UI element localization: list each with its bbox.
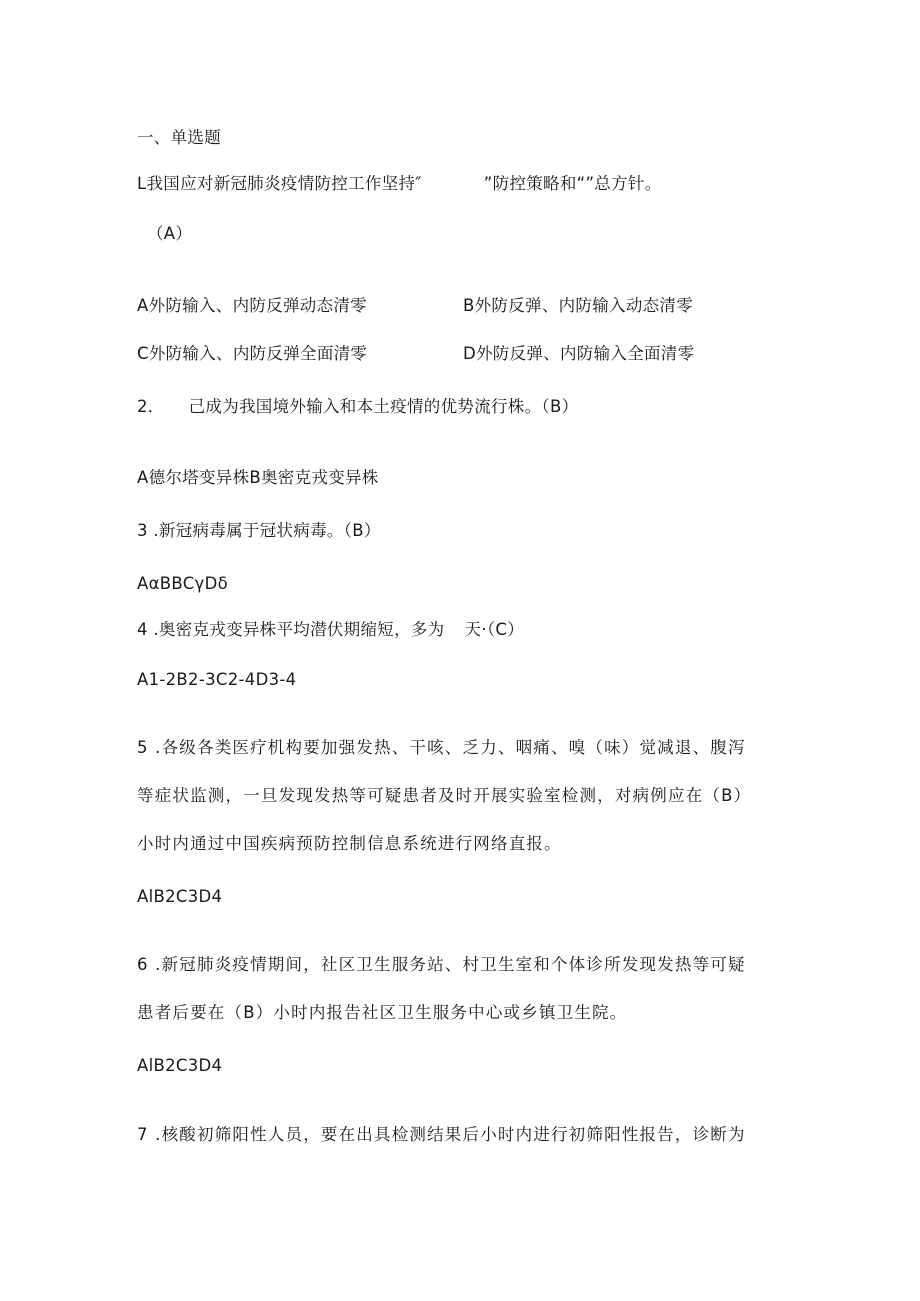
question-4-stem-part-b: 天·（C） <box>464 620 525 639</box>
question-1-option-b: B外防反弹、内防输入动态清零 <box>463 296 694 315</box>
question-1-option-c: C外防输入、内防反弹全面清零 <box>137 344 368 363</box>
question-1-stem <box>137 174 662 194</box>
question-4-stem-part-a: 4 .奥密克戎变异株平均潜伏期缩短，多为 <box>137 620 445 639</box>
question-1-option-d: D外防反弹、内防输入全面清零 <box>463 344 695 363</box>
question-2-number: 2． <box>137 397 165 416</box>
question-2-stem <box>137 397 578 417</box>
question-1-answer: （A） <box>147 224 193 243</box>
question-5-options: AlB2C3D4 <box>137 887 223 906</box>
question-5-line-3: 小时内通过中国疾病预防控制信息系统进行网络直报。 <box>137 834 562 853</box>
question-2-text: 己成为我国境外输入和本土疫情的优势流行株。（B） <box>188 397 579 416</box>
question-1-stem-part-a: L我国应对新冠肺炎疫情防控工作坚持″ <box>137 174 422 193</box>
question-7-line-1: 7 .核酸初筛阳性人员，要在出具检测结果后小时内进行初筛阳性报告，诊断为 <box>137 1125 746 1144</box>
question-3-options: AαBBCγDδ <box>137 574 228 593</box>
question-6-options: AlB2C3D4 <box>137 1056 223 1075</box>
question-4-options: A1-2B2-3C2-4D3-4 <box>137 670 297 689</box>
question-4-stem <box>137 620 524 640</box>
question-3-stem: 3 .新冠病毒属于冠状病毒。（B） <box>137 521 381 540</box>
question-1-option-a: A外防输入、内防反弹动态清零 <box>137 296 367 315</box>
question-2-options: A德尔塔变异株B奥密克戎变异株 <box>137 468 379 487</box>
question-1-stem-part-b: ”防控策略和“”总方针。 <box>483 174 662 193</box>
question-6-line-1: 6 .新冠肺炎疫情期间，社区卫生服务站、村卫生室和个体诊所发现发热等可疑 <box>137 955 746 974</box>
question-5-line-2: 等症状监测，一旦发现发热等可疑患者及时开展实验室检测，对病例应在（B） <box>137 786 752 805</box>
section-title: 一、单选题 <box>137 128 221 147</box>
question-6-line-2: 患者后要在（B）小时内报告社区卫生服务中心或乡镇卫生院。 <box>137 1003 628 1022</box>
question-5-line-1: 5 .各级各类医疗机构要加强发热、干咳、乏力、咽痛、嗅（味）觉减退、腹泻 <box>137 738 746 757</box>
